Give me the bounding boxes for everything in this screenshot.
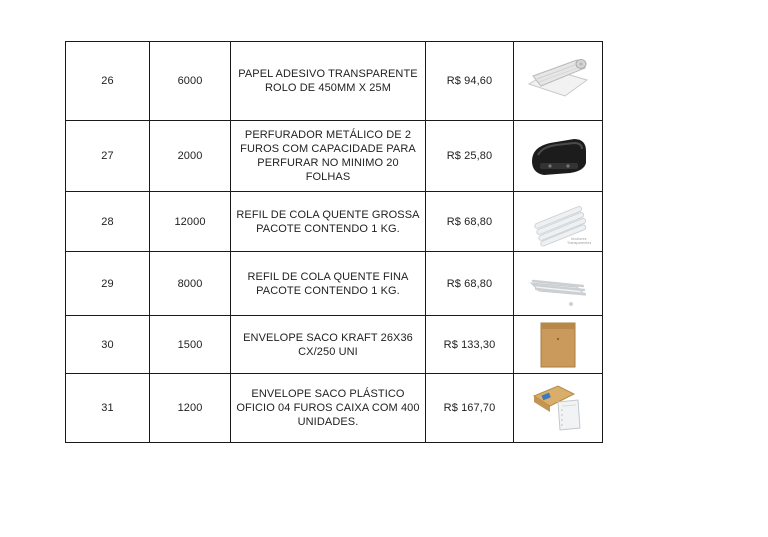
item-number-cell: 29 xyxy=(66,252,150,316)
quantity-cell: 1500 xyxy=(150,316,231,374)
description-line: REFIL DE COLA QUENTE GROSSA xyxy=(236,208,420,221)
table-row xyxy=(66,42,603,121)
description-line: ROLO DE 450MM X 25M xyxy=(265,82,391,94)
description-line: PERFURADOR METÁLICO DE 2 xyxy=(244,129,412,141)
product-image-cell xyxy=(514,42,603,121)
product-image-cell xyxy=(514,252,603,316)
price-cell: R$ 94,60 xyxy=(426,42,514,121)
quantity-cell: 12000 xyxy=(150,192,231,252)
image-caption: Transparentes xyxy=(567,240,591,245)
description-line: ENVELOPE SACO PLÁSTICO xyxy=(251,388,405,400)
description-cell xyxy=(231,252,426,316)
table-row xyxy=(66,121,603,192)
description-line: FUROS COM CAPACIDADE PARA xyxy=(240,143,416,155)
item-number-cell: 26 xyxy=(66,42,150,121)
price-cell: R$ 167,70 xyxy=(426,374,514,443)
price-cell: R$ 68,80 xyxy=(426,192,514,252)
product-image-cell xyxy=(514,121,603,192)
quantity-cell: 6000 xyxy=(150,42,231,121)
description-line: CX/250 UNI xyxy=(298,345,358,358)
plastic-sleeve-box-icon xyxy=(528,380,588,436)
product-image-cell xyxy=(514,374,603,443)
description-line: REFIL DE COLA QUENTE FINA xyxy=(247,270,409,283)
description-line: FOLHAS xyxy=(305,171,351,183)
price-cell: R$ 68,80 xyxy=(426,252,514,316)
description-cell xyxy=(231,121,426,192)
quantity-cell: 1200 xyxy=(150,374,231,443)
table-row xyxy=(66,192,603,252)
quantity-cell: 8000 xyxy=(150,252,231,316)
item-number-cell: 28 xyxy=(66,192,150,252)
description-cell xyxy=(231,316,426,374)
table-row xyxy=(66,252,603,316)
description-line: PERFURAR NO MINIMO 20 xyxy=(257,157,399,169)
description-line: UNIDADES. xyxy=(297,416,359,428)
product-image-cell xyxy=(514,192,603,252)
price-cell: R$ 25,80 xyxy=(426,121,514,192)
product-image-cell xyxy=(514,316,603,374)
item-number-cell: 31 xyxy=(66,374,150,443)
table-row xyxy=(66,316,603,374)
items-table xyxy=(65,41,603,443)
glue-sticks-icon xyxy=(525,197,591,247)
item-number-cell: 27 xyxy=(66,121,150,192)
description-line: PACOTE CONTENDO 1 KG. xyxy=(256,222,400,235)
description-cell xyxy=(231,374,426,443)
image-caption: Incolores xyxy=(571,236,587,241)
quantity-cell: 2000 xyxy=(150,121,231,192)
description-cell xyxy=(231,42,426,121)
price-cell: R$ 133,30 xyxy=(426,316,514,374)
hole-punch-icon xyxy=(526,131,590,181)
thin-glue-sticks-icon xyxy=(525,259,591,309)
description-cell xyxy=(231,192,426,252)
table-row xyxy=(66,374,603,443)
clear-adhesive-roll-icon xyxy=(525,54,591,108)
description-line: PACOTE CONTENDO 1 KG. xyxy=(256,284,400,297)
description-line: OFICIO 04 FUROS CAIXA COM 400 xyxy=(236,402,420,414)
description-line: PAPEL ADESIVO TRANSPARENTE xyxy=(238,68,418,80)
description-line: ENVELOPE SACO KRAFT 26X36 xyxy=(243,331,413,344)
item-number-cell: 30 xyxy=(66,316,150,374)
kraft-envelope-icon xyxy=(533,319,583,371)
